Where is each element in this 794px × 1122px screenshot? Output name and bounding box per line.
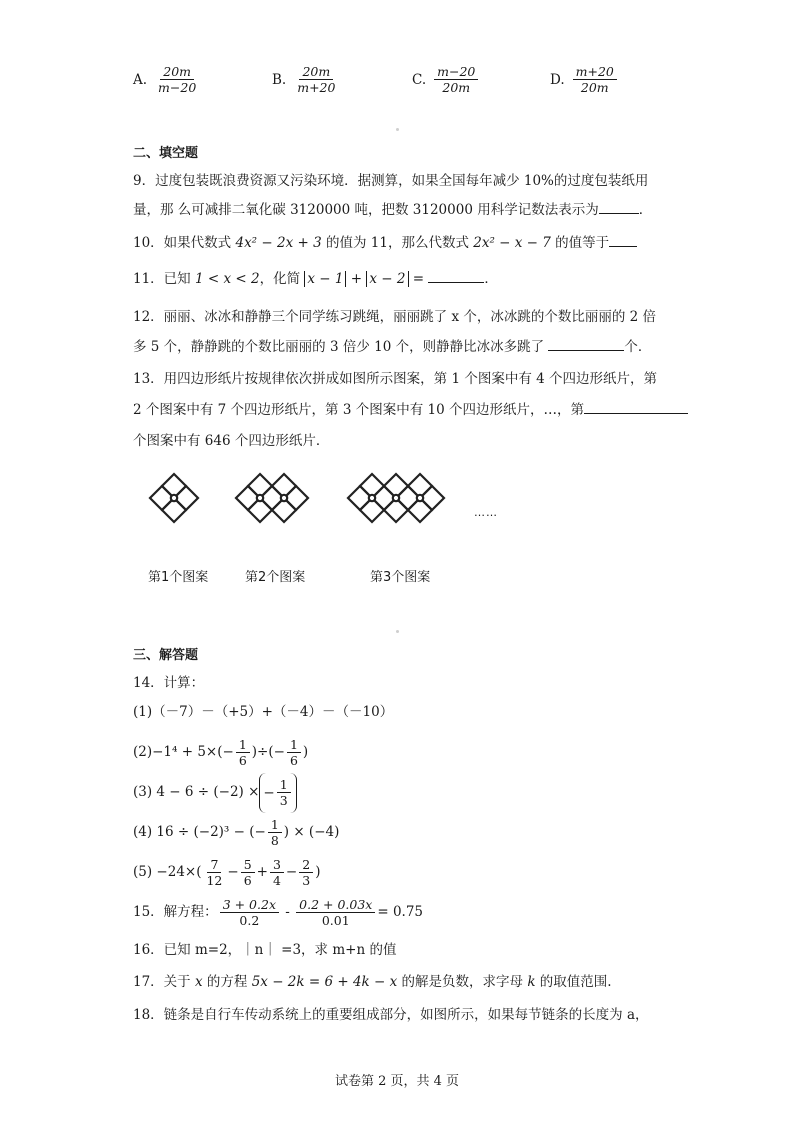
pattern-figure	[140, 472, 520, 558]
caption-pattern-2: 第2个图案	[245, 570, 306, 585]
big-parentheses: − $\frac{1}{3}$	[259, 773, 296, 813]
divider-dot	[396, 128, 399, 131]
option-b: B. $\frac{20m}{m+20}$	[272, 64, 340, 95]
question-14-1: (1)（－7）－（+5）+（－4）－（－10）	[133, 704, 394, 720]
divider-dot	[396, 630, 399, 633]
question-13-line-3: 个图案中有 646 个四边形纸片．	[133, 433, 330, 449]
option-b-fraction: $\frac{20m}{m+20}$	[297, 64, 336, 95]
option-d: D. $\frac{m+20}{20m}$	[550, 64, 619, 95]
question-17: 17．关于 x 的方程 5x − 2k = 6 + 4k − x 的解是负数，求字母 k 的取值范围.	[133, 974, 612, 990]
option-a: A. $\frac{20m}{m-20}$	[133, 64, 201, 95]
section-title-solve: 三、解答题	[133, 648, 199, 663]
pattern-continuation-dots: ……	[474, 506, 498, 519]
section-title-fill-blank: 二、填空题	[133, 146, 199, 161]
question-9-line-1: 9．过度包装既浪费资源又污染环境．据测算，如果全国每年减少 10%的过度包装纸用	[133, 173, 649, 189]
question-11: 11．已知 1 < x < 2，化简 x − 1 + x − 2 = ．	[133, 271, 498, 287]
answer-blank[interactable]	[599, 200, 639, 214]
answer-blank[interactable]	[609, 233, 637, 247]
absolute-value: x − 2	[366, 271, 408, 287]
answer-blank[interactable]	[548, 337, 624, 351]
question-14-3: (3) 4 − 6 ÷ (−2) × − $\frac{1}{3}$	[133, 772, 297, 813]
pattern-2	[236, 474, 308, 522]
question-14-4: (4) 16 ÷ (−2)³ − (− $\frac{1}{8}$ ) × (−4)	[133, 817, 340, 848]
page-footer: 试卷第 2 页，共 4 页	[334, 1074, 460, 1089]
question-9-line-2: 量，那 么可减排二氧化碳 3120000 吨，把数 3120000 用科学记数法表示为 ．	[133, 202, 653, 218]
question-14-title: 14．计算：	[133, 675, 205, 691]
pattern-3	[348, 474, 444, 522]
answer-blank[interactable]	[584, 400, 688, 414]
question-10: 10．如果代数式 4x² − 2x + 3 的值为 11，那么代数式 2x² − x − 7 的值等于	[133, 233, 637, 253]
answer-blank[interactable]	[428, 269, 484, 283]
question-12-line-1: 12．丽丽、冰冰和静静三个同学练习跳绳，丽丽跳了 x 个，冰冰跳的个数比丽丽的 2 倍	[133, 309, 657, 325]
question-18: 18．链条是自行车传动系统上的重要组成部分，如图所示，如果每节链条的长度为 a，	[133, 1007, 649, 1023]
question-13-line-1: 13．用四边形纸片按规律依次拼成如图所示图案，第 1 个图案中有 4 个四边形纸片，第	[133, 371, 658, 387]
question-12-line-2: 多 5 个，静静跳的个数比丽丽的 3 倍少 10 个，则静静比冰冰多跳了 个．	[133, 339, 652, 355]
option-d-fraction: $\frac{m+20}{20m}$	[573, 64, 617, 95]
pattern-1	[150, 474, 198, 522]
caption-pattern-3: 第3个图案	[370, 570, 431, 585]
absolute-value: x − 1	[304, 271, 346, 287]
question-16: 16．已知 m=2，｜n｜ =3，求 m+n 的值	[133, 942, 397, 958]
question-14-2: (2)−1⁴ + 5×(− $\frac{1}{6}$ )÷(− $\frac{1}{6}$ )	[133, 737, 309, 768]
caption-pattern-1: 第1个图案	[148, 570, 209, 585]
question-15: 15．解方程： $\frac{3 + 0.2x}{0.2}$ - $\frac{0.2 + 0.03x}{0.01}$ = 0.75	[133, 897, 424, 928]
question-14-5: (5) −24×( $\frac{7}{12}$ − $\frac{5}{6}$ + $\frac{3}{4}$ − $\frac{2}{3}$ )	[133, 857, 321, 888]
option-a-fraction: $\frac{20m}{m-20}$	[158, 64, 197, 95]
option-c: C. $\frac{m-20}{20m}$	[412, 64, 480, 95]
question-13-line-2: 2 个图案中有 7 个四边形纸片，第 3 个图案中有 10 个四边形纸片，…，第	[133, 400, 688, 420]
option-c-fraction: $\frac{m-20}{20m}$	[434, 64, 478, 95]
